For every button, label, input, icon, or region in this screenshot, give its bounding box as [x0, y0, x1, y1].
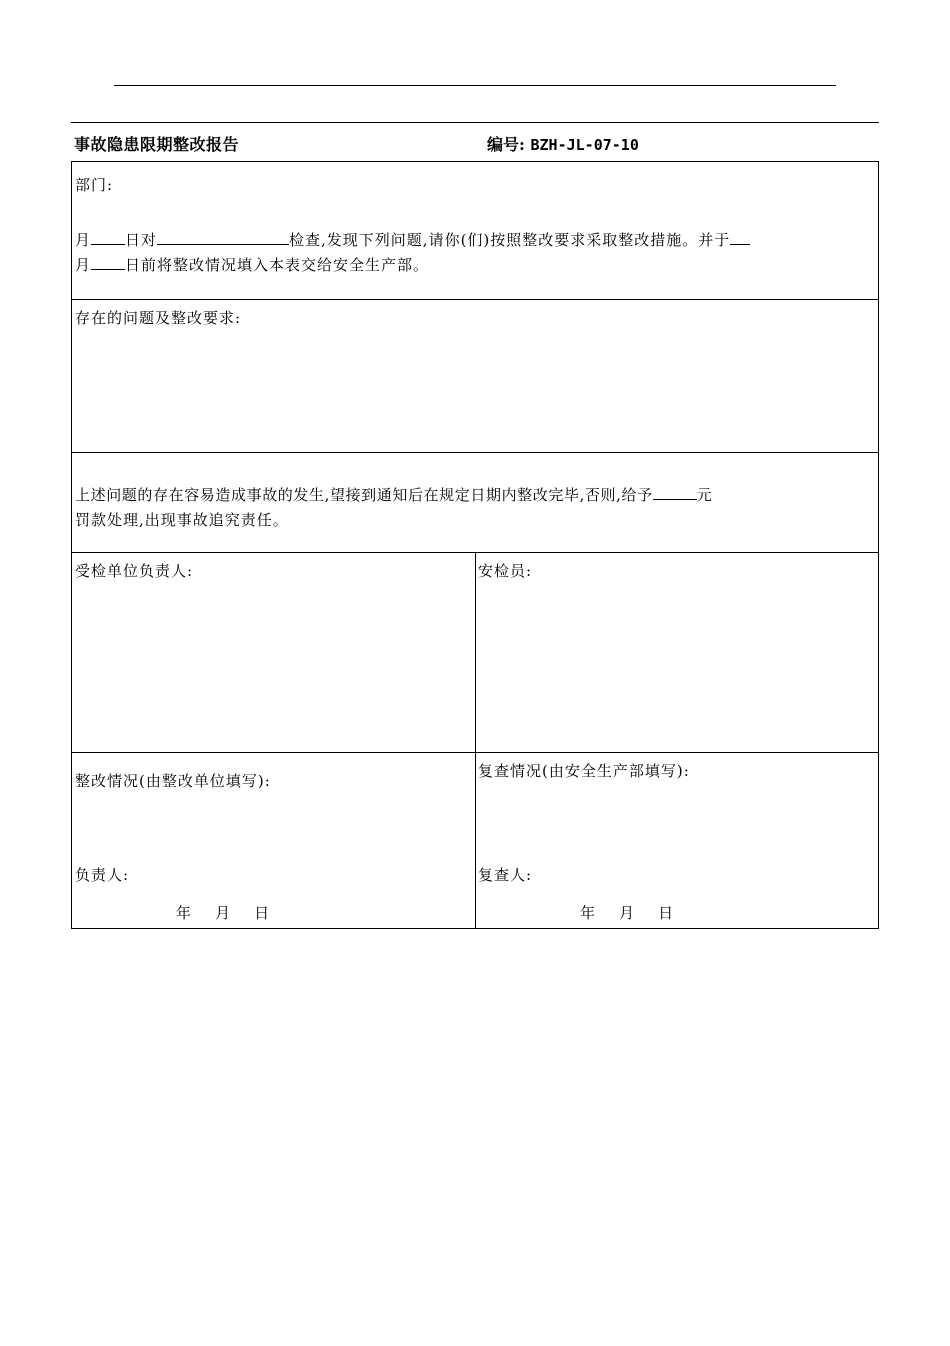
notice-line-1 — [75, 229, 750, 250]
fine-amount-blank[interactable] — [653, 485, 697, 500]
top-rule — [114, 85, 836, 86]
notice-text: 检查,发现下列问题,请你(们)按照整改要求采取整改措施。并于 — [289, 231, 731, 249]
code-label: 编号: — [487, 135, 525, 154]
dept-label: 部门: — [75, 176, 114, 194]
notice-text-2: 日前将整改情况填入本表交给安全生产部。 — [125, 256, 430, 274]
review-person-label: 复查人: — [478, 866, 533, 884]
warning-line-1 — [75, 484, 712, 505]
yuan-label: 元 — [696, 486, 713, 504]
divider — [72, 299, 878, 300]
responsible-label: 受检单位负责人: — [75, 562, 194, 580]
month-label: 月 — [75, 256, 92, 274]
month-blank[interactable] — [91, 230, 125, 245]
rectification-label: 整改情况(由整改单位填写): — [75, 772, 271, 790]
divider — [72, 452, 878, 453]
warning-text: 上述问题的存在容易造成事故的发生,望接到通知后在规定日期内整改完毕,否则,给予 — [75, 486, 653, 504]
report-form — [71, 161, 879, 929]
report-code — [487, 132, 639, 155]
column-divider — [475, 553, 476, 929]
report-title: 事故隐患限期整改报告 — [74, 135, 240, 154]
deadline-day-blank[interactable] — [91, 255, 125, 270]
rectification-person-label: 负责人: — [75, 866, 130, 884]
month-label: 月 — [75, 231, 92, 249]
code-value: BZH-JL-07-10 — [530, 136, 639, 154]
rectification-date: 年 月 日 — [176, 904, 271, 922]
day-label: 日对 — [125, 231, 158, 249]
warning-line-2: 罚款处理,出现事故追究责任。 — [75, 511, 289, 529]
problems-label: 存在的问题及整改要求: — [75, 309, 242, 327]
inspection-blank[interactable] — [157, 230, 289, 245]
notice-line-2 — [75, 254, 429, 275]
deadline-month-blank[interactable] — [730, 230, 750, 245]
inspector-label: 安检员: — [478, 562, 533, 580]
header-rule — [71, 122, 879, 123]
review-label: 复查情况(由安全生产部填写): — [478, 762, 690, 780]
review-date: 年 月 日 — [580, 904, 675, 922]
